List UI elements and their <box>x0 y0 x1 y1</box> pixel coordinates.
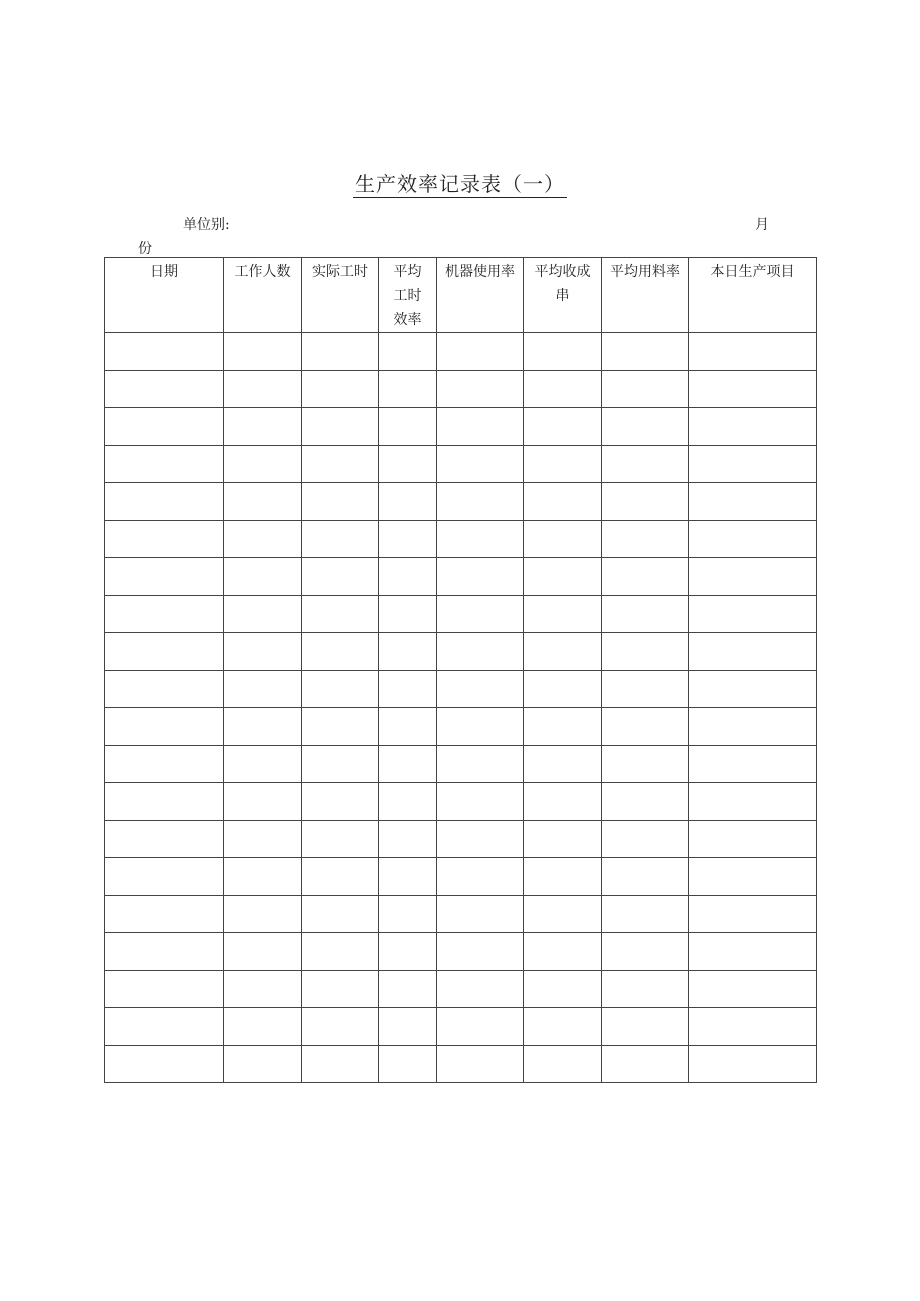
table-cell <box>437 595 524 633</box>
table-cell <box>302 1045 379 1083</box>
table-cell <box>602 783 689 821</box>
table-cell <box>224 858 302 896</box>
table-cell <box>689 633 817 671</box>
table-cell <box>524 633 602 671</box>
table-row <box>105 333 817 371</box>
table-cell <box>224 1045 302 1083</box>
table-cell <box>602 895 689 933</box>
table-cell <box>689 670 817 708</box>
table-cell <box>524 558 602 596</box>
table-cell <box>689 370 817 408</box>
table-cell <box>379 895 437 933</box>
table-cell <box>437 558 524 596</box>
table-cell <box>689 333 817 371</box>
table-cell <box>524 445 602 483</box>
table-cell <box>602 520 689 558</box>
table-cell <box>602 745 689 783</box>
table-row <box>105 1045 817 1083</box>
header-date: 日期 <box>105 258 224 333</box>
document-title <box>0 168 920 197</box>
table-cell <box>224 970 302 1008</box>
table-cell <box>379 858 437 896</box>
table-cell <box>105 408 224 446</box>
table-cell <box>105 1045 224 1083</box>
table-cell <box>224 1008 302 1046</box>
table-cell <box>437 633 524 671</box>
table-cell <box>379 445 437 483</box>
table-cell <box>224 408 302 446</box>
table-cell <box>105 708 224 746</box>
table-cell <box>524 1008 602 1046</box>
table-cell <box>689 895 817 933</box>
table-cell <box>302 820 379 858</box>
table-cell <box>302 520 379 558</box>
header-avg-yield: 平均收成串 <box>524 258 602 333</box>
table-cell <box>602 595 689 633</box>
table-cell <box>524 333 602 371</box>
table-row <box>105 933 817 971</box>
table-cell <box>105 333 224 371</box>
table-cell <box>524 820 602 858</box>
table-cell <box>105 783 224 821</box>
table-cell <box>689 520 817 558</box>
month-label: 月 <box>755 217 769 233</box>
table-cell <box>524 520 602 558</box>
table-cell <box>105 858 224 896</box>
table-cell <box>379 745 437 783</box>
table-cell <box>105 445 224 483</box>
table-cell <box>602 445 689 483</box>
table-cell <box>379 1045 437 1083</box>
table-cell <box>224 333 302 371</box>
table-cell <box>105 745 224 783</box>
table-cell <box>437 370 524 408</box>
table-cell <box>302 708 379 746</box>
table-cell <box>379 333 437 371</box>
table-cell <box>689 820 817 858</box>
table-cell <box>105 558 224 596</box>
table-cell <box>105 933 224 971</box>
header-avg-hour-efficiency: 平均工时效率 <box>379 258 437 333</box>
table-cell <box>302 633 379 671</box>
table-cell <box>602 333 689 371</box>
table-cell <box>437 820 524 858</box>
table-cell <box>379 558 437 596</box>
table-cell <box>689 558 817 596</box>
table-cell <box>437 858 524 896</box>
table-cell <box>224 595 302 633</box>
table-cell <box>602 1045 689 1083</box>
table-cell <box>302 558 379 596</box>
table-cell <box>524 483 602 521</box>
table-cell <box>437 520 524 558</box>
table-row <box>105 1008 817 1046</box>
table-cell <box>602 820 689 858</box>
table-cell <box>302 970 379 1008</box>
table-cell <box>524 1045 602 1083</box>
table-cell <box>602 370 689 408</box>
table-cell <box>524 708 602 746</box>
table-row <box>105 595 817 633</box>
table-cell <box>379 670 437 708</box>
table-cell <box>302 783 379 821</box>
table-row <box>105 408 817 446</box>
table-cell <box>302 408 379 446</box>
month-label-continuation: 份 <box>138 241 152 257</box>
header-avg-material-rate: 平均用料率 <box>602 258 689 333</box>
table-cell <box>602 670 689 708</box>
table-cell <box>602 483 689 521</box>
table-cell <box>689 745 817 783</box>
table-body <box>105 333 817 1083</box>
table-cell <box>437 895 524 933</box>
table-cell <box>437 970 524 1008</box>
table-cell <box>105 820 224 858</box>
table-cell <box>437 483 524 521</box>
table-cell <box>302 1008 379 1046</box>
table-cell <box>524 408 602 446</box>
document-title-text: 生产效率记录表（一） <box>355 172 565 196</box>
table-cell <box>602 933 689 971</box>
table-cell <box>224 670 302 708</box>
table-cell <box>689 783 817 821</box>
table-cell <box>379 408 437 446</box>
table-cell <box>689 933 817 971</box>
table-cell <box>302 745 379 783</box>
table-cell <box>105 370 224 408</box>
table-cell <box>105 595 224 633</box>
table-row <box>105 670 817 708</box>
table-cell <box>224 445 302 483</box>
table-cell <box>437 933 524 971</box>
table-cell <box>689 708 817 746</box>
table-cell <box>524 895 602 933</box>
table-row <box>105 783 817 821</box>
table-cell <box>602 970 689 1008</box>
table-cell <box>105 670 224 708</box>
table-cell <box>379 820 437 858</box>
table-cell <box>437 783 524 821</box>
table-cell <box>524 933 602 971</box>
table-cell <box>689 483 817 521</box>
table-cell <box>105 633 224 671</box>
table-cell <box>302 483 379 521</box>
table-cell <box>302 670 379 708</box>
table-cell <box>105 520 224 558</box>
table-cell <box>437 445 524 483</box>
table-cell <box>524 670 602 708</box>
table-cell <box>602 558 689 596</box>
table-cell <box>437 1008 524 1046</box>
table-cell <box>437 408 524 446</box>
table-row <box>105 370 817 408</box>
table-row <box>105 858 817 896</box>
table-cell <box>379 970 437 1008</box>
table-cell <box>302 858 379 896</box>
table-cell <box>602 858 689 896</box>
table-cell <box>379 783 437 821</box>
table-cell <box>224 520 302 558</box>
table-cell <box>379 483 437 521</box>
table-header-row <box>105 258 817 333</box>
table-cell <box>437 333 524 371</box>
table-cell <box>224 558 302 596</box>
table-cell <box>302 933 379 971</box>
table-cell <box>689 445 817 483</box>
table-cell <box>105 970 224 1008</box>
table-cell <box>524 370 602 408</box>
header-daily-production-items: 本日生产项目 <box>689 258 817 333</box>
table-cell <box>602 1008 689 1046</box>
table-row <box>105 633 817 671</box>
table-cell <box>224 820 302 858</box>
table-cell <box>524 970 602 1008</box>
table-cell <box>224 370 302 408</box>
table-cell <box>302 895 379 933</box>
table-cell <box>379 370 437 408</box>
efficiency-record-table <box>104 257 817 1083</box>
table-row <box>105 820 817 858</box>
table-row <box>105 708 817 746</box>
table-cell <box>224 708 302 746</box>
table-cell <box>437 1045 524 1083</box>
unit-label: 单位别: <box>183 217 230 233</box>
table-row <box>105 445 817 483</box>
table-cell <box>437 708 524 746</box>
table-cell <box>379 595 437 633</box>
table-cell <box>524 595 602 633</box>
table-cell <box>602 633 689 671</box>
table-cell <box>224 745 302 783</box>
table-cell <box>105 483 224 521</box>
table-row <box>105 558 817 596</box>
table-cell <box>105 895 224 933</box>
table-cell <box>302 595 379 633</box>
table-row <box>105 745 817 783</box>
table-cell <box>437 670 524 708</box>
table-cell <box>379 520 437 558</box>
table-cell <box>224 483 302 521</box>
table-cell <box>105 1008 224 1046</box>
table-cell <box>379 933 437 971</box>
table-cell <box>379 633 437 671</box>
table-cell <box>224 783 302 821</box>
table-row <box>105 520 817 558</box>
table-cell <box>379 1008 437 1046</box>
table-row <box>105 895 817 933</box>
table-cell <box>524 858 602 896</box>
table-cell <box>524 783 602 821</box>
header-actual-hours: 实际工时 <box>302 258 379 333</box>
table-cell <box>689 595 817 633</box>
table-cell <box>224 933 302 971</box>
header-machine-usage: 机器使用率 <box>437 258 524 333</box>
table-row <box>105 483 817 521</box>
table-cell <box>524 745 602 783</box>
table-cell <box>689 858 817 896</box>
table-cell <box>302 333 379 371</box>
table-cell <box>379 708 437 746</box>
header-workers: 工作人数 <box>224 258 302 333</box>
table-cell <box>224 895 302 933</box>
table-cell <box>302 370 379 408</box>
table-cell <box>224 633 302 671</box>
table-cell <box>689 408 817 446</box>
table-cell <box>689 970 817 1008</box>
table-cell <box>689 1045 817 1083</box>
table-cell <box>602 708 689 746</box>
table-cell <box>437 745 524 783</box>
table-row <box>105 970 817 1008</box>
table-cell <box>689 1008 817 1046</box>
table-cell <box>302 445 379 483</box>
table-cell <box>602 408 689 446</box>
